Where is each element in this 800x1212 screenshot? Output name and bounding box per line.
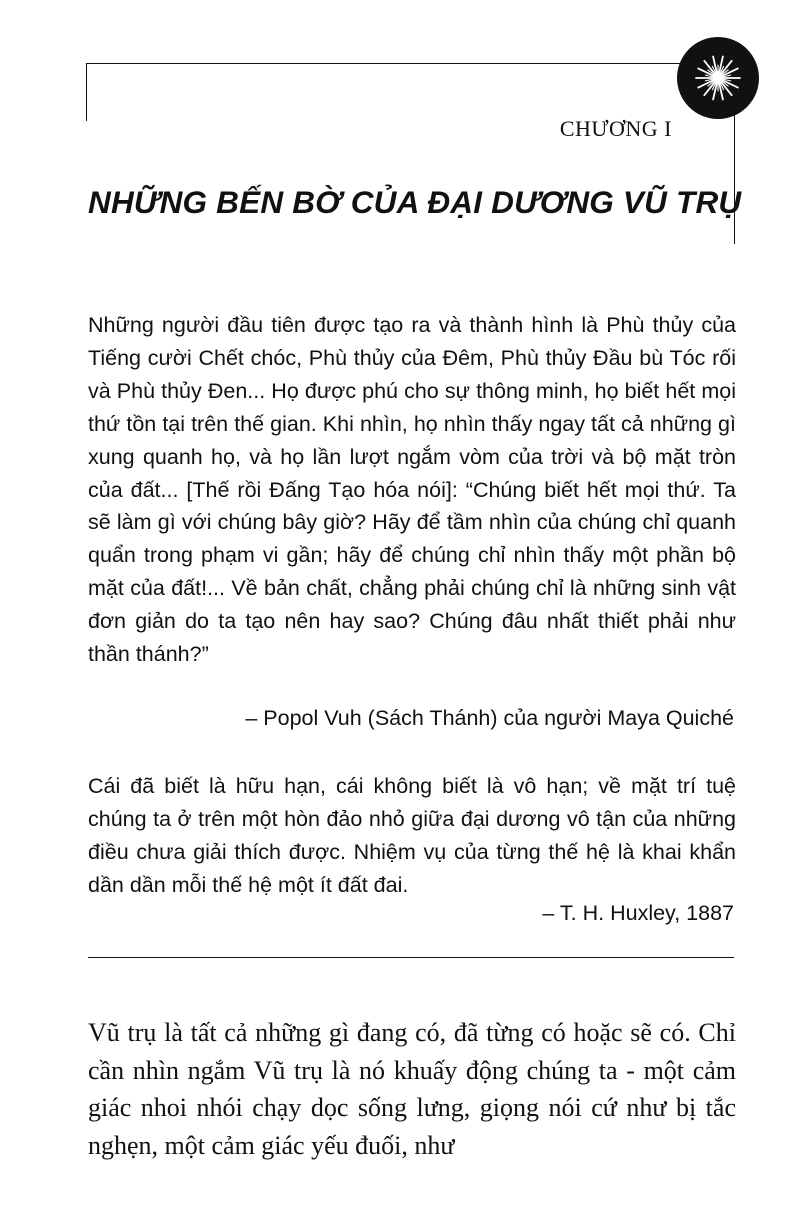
- starburst-icon: [676, 36, 760, 120]
- section-divider: [88, 957, 734, 958]
- chapter-title: NHỮNG BẾN BỜ CỦA ĐẠI DƯƠNG VŨ TRỤ: [88, 184, 742, 220]
- epigraph-quote: Những người đầu tiên được tạo ra và thành hình là Phù thủy của Tiếng cười Chết chóc, Phù thủy của Đêm, Phù thủy Đầu bù Tóc rối và Phù thủy Đen... Họ được phú cho sự thông minh, họ biết hết mọi thứ tồn tại trên thế gian. Khi nhìn, họ nhìn thấy ngay tất cả những gì xung quanh họ, và họ lần lượt ngắm vòm của trời và bộ mặt tròn của đất... [Thế rồi Đấng Tạo hóa nói]: “Chúng biết hết mọi thứ. Ta sẽ làm gì với chúng bây giờ? Hãy để tầm nhìn của chúng chỉ quanh quẩn trong phạm vi gần; hãy để chúng chỉ nhìn thấy một phần bộ mặt của đất!... Về bản chất, chẳng phải chúng chỉ là những sinh vật đơn giản do ta tạo nên hay sao? Chúng đâu nhất thiết phải như thần thánh?”: [88, 313, 736, 667]
- epigraph-attribution: – T. H. Huxley, 1887: [542, 901, 734, 925]
- epigraph-quote: Cái đã biết là hữu hạn, cái không biết là vô hạn; về mặt trí tuệ chúng ta ở trên một hòn đảo nhỏ giữa đại dương vô tận của những điều chưa giải thích được. Nhiệm vụ của từng thế hệ là khai khẩn dần dần mỗi thế hệ một ít đất đai.: [88, 774, 736, 897]
- epigraph-attribution: – Popol Vuh (Sách Thánh) của người Maya Quiché: [245, 706, 734, 730]
- chapter-label: CHƯƠNG I: [559, 116, 672, 141]
- chapter-frame-left-rule: [86, 63, 87, 121]
- body-paragraph: Vũ trụ là tất cả những gì đang có, đã từng có hoặc sẽ có. Chỉ cần nhìn ngắm Vũ trụ là nó khuấy động chúng ta - một cảm giác nhoi nhói chạy dọc sống lưng, giọng nói cứ như bị tắc nghẹn, một cảm giác yếu đuối, như: [88, 1018, 736, 1160]
- chapter-frame-top-rule: [86, 63, 704, 64]
